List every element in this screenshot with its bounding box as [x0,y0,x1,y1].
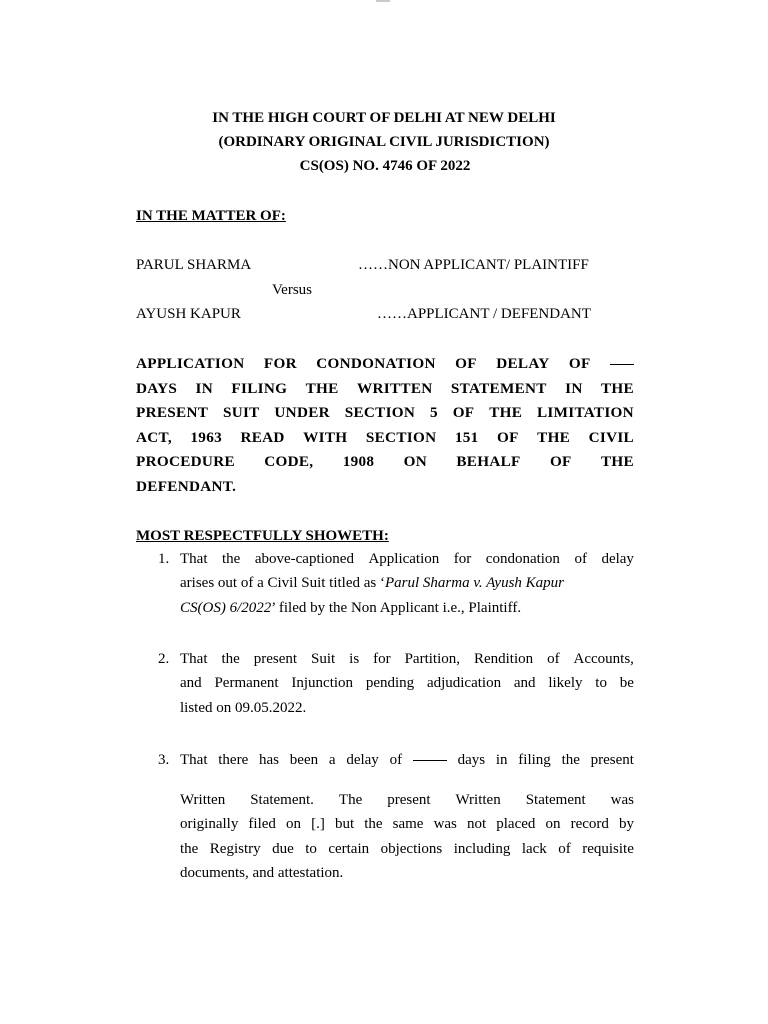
word: is [349,651,360,667]
word: Accounts, [573,651,634,667]
word: in [495,752,508,768]
title-word: UNDER [274,404,330,421]
word: was [610,792,634,808]
word: condonation [485,551,560,567]
word: requisite [582,840,634,857]
title-word: OF [455,355,477,372]
word: the [221,651,240,667]
word: That [180,551,208,567]
application-title-row [136,352,634,377]
title-word: 1908 [342,453,375,470]
matter-heading: IN THE MATTER OF: [136,208,286,224]
word: including [453,840,511,857]
word: That [180,651,208,667]
word: Registry [209,840,261,857]
word: delay [601,551,634,567]
title-word: LIMITATION [536,404,634,421]
word: and [180,675,202,692]
title-word: THE [489,404,523,421]
title-word: WRITTEN [357,379,433,397]
title-word: CIVIL [588,428,634,446]
application-title-row [136,426,634,451]
word: there [218,752,249,768]
application-title-row [136,401,634,426]
paragraph-line [180,596,634,620]
title-word: OF [568,355,591,372]
paragraph-line: documents, and attestation. [180,864,344,881]
paragraph-line [180,788,634,812]
application-title-row [136,377,634,402]
word: been [289,752,319,768]
paragraph-1 [158,547,634,620]
title-word: SECTION [344,404,416,421]
showeth-heading: MOST RESPECTFULLY SHOWETH: [136,528,389,544]
title-word: READ [240,428,285,446]
word: Permanent [214,675,279,692]
word: likely [548,675,583,692]
title-word: 5 [429,404,438,421]
word: days [457,752,486,768]
title-word: APPLICATION [136,355,245,372]
title-word: OF [549,453,572,470]
paragraph-3-continuation [180,788,634,885]
word: [.] [311,816,325,833]
title-word: THE [537,428,571,446]
title-word: IN [195,379,214,397]
word: by [618,816,634,833]
word: The [338,792,363,808]
word: That [180,752,208,768]
application-title-last-row: DEFENDANT. [136,477,237,495]
word: pending [365,675,415,692]
paragraph-3 [158,748,634,772]
paragraph-number: 2. [158,651,170,667]
word: Injunction [291,675,354,692]
title-word: ACT, [136,428,172,446]
title-word: IN [565,379,583,397]
word: originally [180,816,239,833]
title-word: FILING [231,379,288,397]
word: same [392,816,424,833]
word: Statement [525,792,586,808]
versus-label: Versus [272,282,312,298]
paragraph-line [180,547,634,571]
word: and [513,675,536,692]
title-word: OF [452,404,475,421]
paragraph-line [180,571,634,595]
word: lack [521,840,547,857]
title-word: SUIT [222,404,260,421]
word: Statement. [250,792,314,808]
word: has [259,752,280,768]
word: certain [328,840,370,857]
word: to [305,840,317,857]
word: the [364,816,383,833]
title-word: THE [305,379,339,397]
word: of [389,752,403,768]
word: Written [455,792,501,808]
word: on [545,816,561,833]
case-number-heading: CS(OS) NO. 4746 OF 2022 [299,158,471,174]
word: filed [248,816,276,833]
word: filing [518,752,551,768]
paragraph-line [180,748,634,772]
word: present [253,651,298,667]
word: to [595,675,607,692]
paragraph-2 [158,647,634,720]
word: objections [380,840,443,857]
plaintiff-name: PARUL SHARMA [136,257,252,273]
title-word: THE [600,453,634,470]
paragraph-number: 1. [158,551,170,567]
paragraph-line [180,647,634,671]
plaintiff-role: ……NON APPLICANT/ PLAINTIFF [358,257,589,273]
word: Application [368,551,440,567]
word: was [433,816,457,833]
title-word: OF [496,428,519,446]
word: record [570,816,609,833]
defendant-role: ……APPLICANT / DEFENDANT [377,306,591,322]
word: of [558,840,571,857]
word: present [387,792,431,808]
case-title-italic: Parul Sharma v. Ayush Kapur [384,575,565,592]
title-word: 1963 [190,428,222,446]
title-word: PROCEDURE [136,453,235,470]
word: present [590,752,634,768]
paragraph-number: 3. [158,752,170,768]
text-run: ’ filed by the Non Applicant i.e., Plaintiff. [271,599,522,616]
title-word: CONDONATION [316,355,436,372]
word: placed [496,816,536,833]
word: but [334,816,355,833]
title-word: DAYS [136,379,178,397]
word: above-captioned [254,551,354,567]
word: the [561,752,580,768]
word: of [547,651,560,667]
word: Rendition [473,651,534,667]
defendant-name: AYUSH KAPUR [136,306,241,322]
delay-days-blank [610,352,634,365]
text-run: arises out of a Civil Suit titled as ‘ [180,575,385,592]
court-name-heading: IN THE HIGH COURT OF DELHI AT NEW DELHI [212,110,556,126]
title-word: FOR [263,355,297,372]
title-word: DELAY [496,355,550,372]
application-title-row [136,450,634,475]
title-word: STATEMENT [450,379,547,397]
paragraph-line [180,671,634,695]
jurisdiction-heading: (ORDINARY ORIGINAL CIVIL JURISDICTION) [218,134,550,150]
word: for [453,551,472,567]
case-number-italic: CS(OS) 6/2022 [180,599,272,616]
word: of [574,551,587,567]
title-word: 151 [454,428,479,446]
word: be [619,675,634,692]
title-word: BEHALF [456,453,521,470]
paragraph-line [180,837,634,861]
title-word: WITH [303,428,348,446]
title-word: THE [601,379,634,397]
word: Suit [311,651,336,667]
word: the [180,840,199,857]
word: the [222,551,241,567]
title-word: PRESENT [136,404,209,421]
word: due [272,840,294,857]
word: Written [180,792,226,808]
title-word: CODE, [264,453,314,470]
title-word: SECTION [365,428,437,446]
paragraph-line [180,812,634,836]
word: Partition, [404,651,460,667]
word: a [328,752,336,768]
word: delay [346,752,379,768]
delay-days-blank [413,748,447,761]
word: for [373,651,391,667]
paragraph-line: listed on 09.05.2022. [180,699,307,716]
title-word: ON [403,453,428,470]
page-top-mark [376,0,390,2]
word: on [286,816,302,833]
application-title [136,352,634,499]
word: adjudication [426,675,502,692]
word: not [466,816,487,833]
